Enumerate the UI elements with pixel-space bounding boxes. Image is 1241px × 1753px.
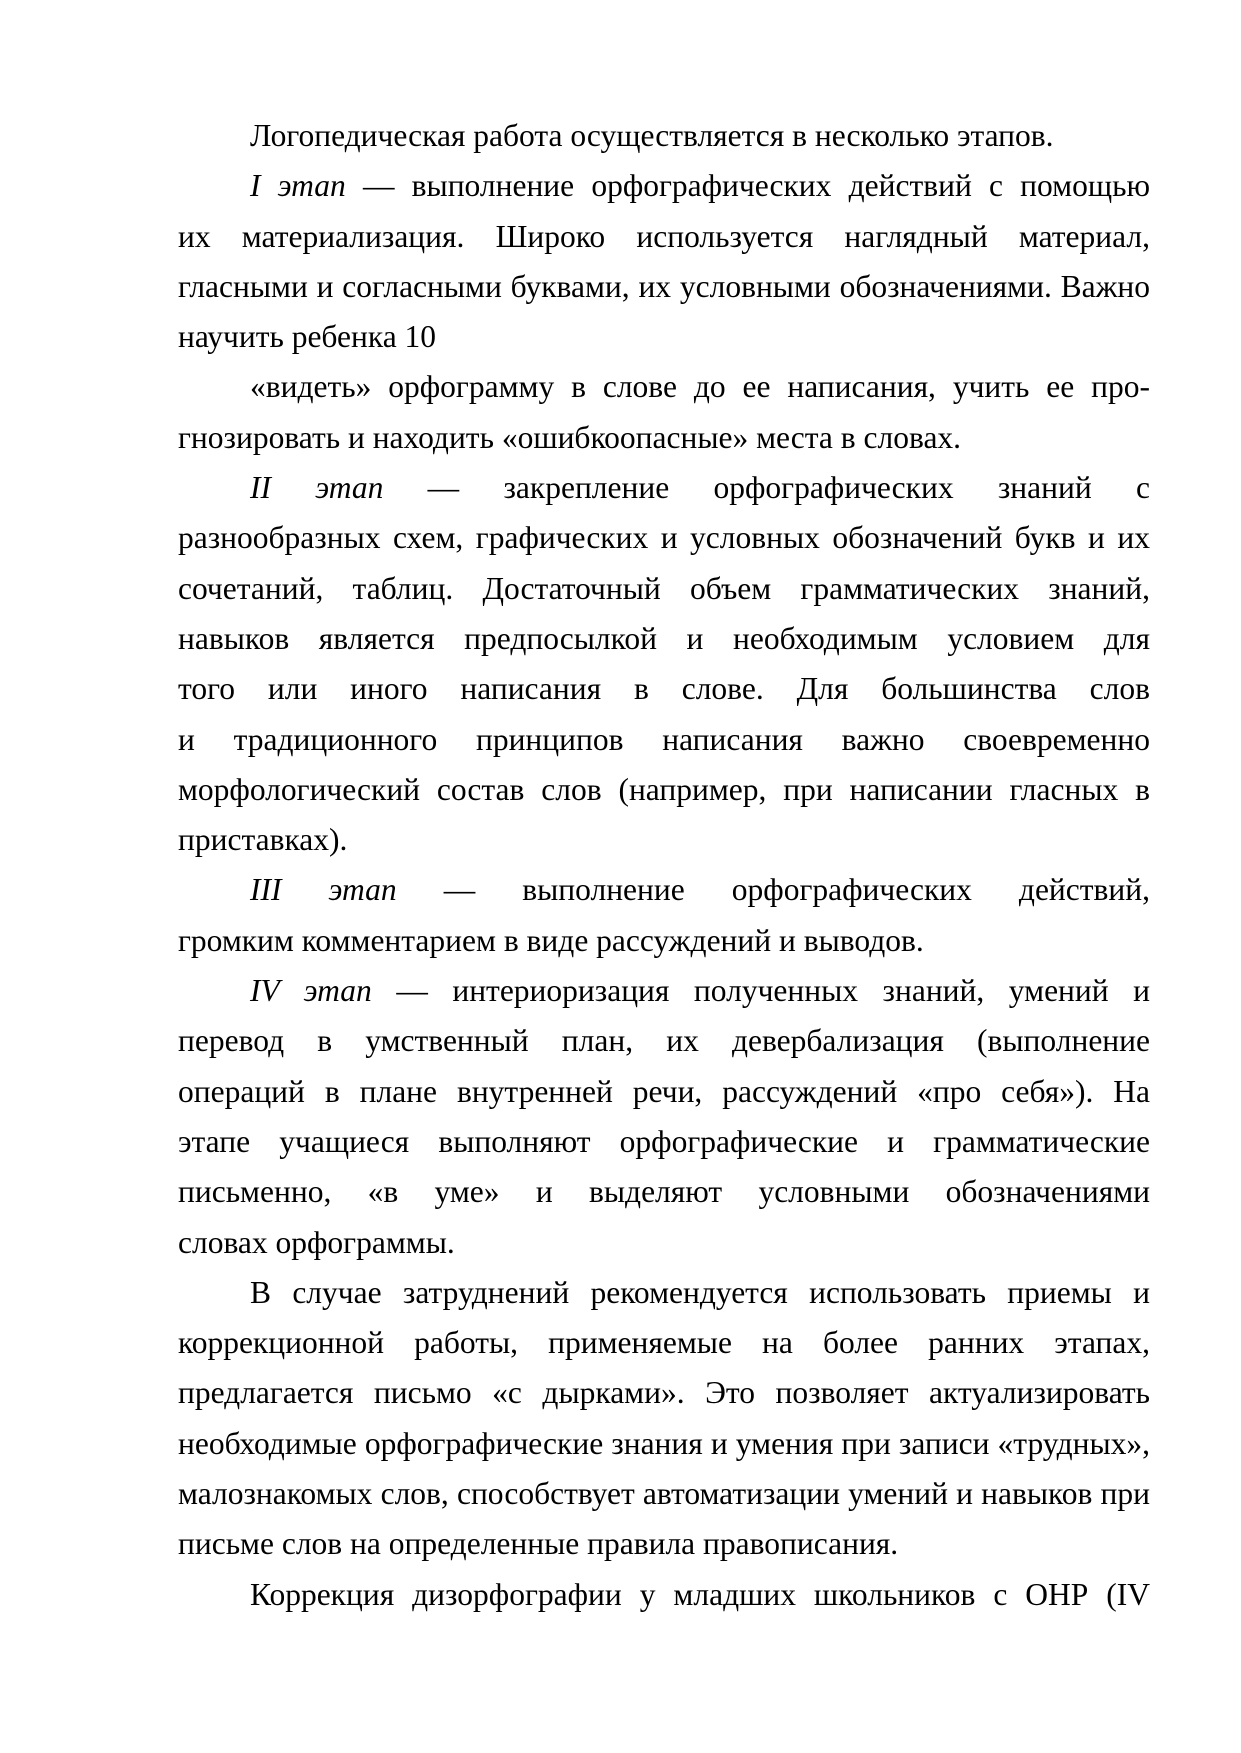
text-line: [178, 212, 1150, 262]
text-line: [178, 815, 1150, 865]
text-segment: «видеть» орфограмму в слове до ее написания, учить ее про-: [250, 369, 1150, 405]
text-line: [178, 463, 1150, 513]
text-line: [178, 262, 1150, 312]
text-line: [178, 1218, 1150, 1268]
stage-label-italic: I этап: [250, 168, 346, 204]
text-line: [178, 564, 1150, 614]
text-line: [178, 1117, 1150, 1167]
paragraph: [178, 111, 1150, 161]
text-line: [178, 312, 1150, 362]
text-line: [178, 614, 1150, 664]
text-segment: — интериоризация полученных знаний, умений и: [396, 973, 1150, 1009]
text-segment: малознакомых слов, способствует автоматизации умений и навыков при: [178, 1476, 1150, 1512]
text-segment: научить ребенка 10: [178, 319, 437, 355]
text-segment: морфологический состав слов (например, при написании гласных в: [178, 771, 1150, 807]
stage-label-italic: II этап: [250, 470, 384, 506]
paragraph: [178, 1268, 1150, 1570]
text-segment: письме слов на определенные правила правописания.: [178, 1526, 899, 1562]
text-segment: того или иного написания в слове. Для большинства слов: [178, 671, 1150, 707]
paragraph: [178, 966, 1150, 1268]
text-segment: предлагается письмо «с дырками». Это позволяет актуализировать: [178, 1375, 1150, 1411]
text-segment: громким комментарием в виде рассуждений и выводов.: [178, 922, 924, 958]
text-segment: разнообразных схем, графических и условных обозначений букв и их: [178, 520, 1150, 556]
text-line: [178, 161, 1150, 211]
text-segment: необходимые орфографические знания и умения при записи «трудных»,: [178, 1425, 1150, 1461]
text-segment: и традиционного принципов написания важно своевременно: [178, 721, 1150, 757]
paragraph: [178, 362, 1150, 463]
paragraph: [178, 865, 1150, 966]
text-segment: сочетаний, таблиц. Достаточный объем грамматических знаний,: [178, 570, 1150, 606]
text-segment: письменно, «в уме» и выделяют условными обозначениями: [178, 1174, 1150, 1210]
text-line: [178, 1167, 1150, 1217]
text-line: [178, 916, 1150, 966]
text-segment: этапе учащиеся выполняют орфографические и грамматические: [178, 1123, 1150, 1159]
text-line: [178, 362, 1150, 412]
text-line: [178, 1519, 1150, 1569]
text-line: [178, 413, 1150, 463]
text-line: [178, 1268, 1150, 1318]
text-line: [178, 1067, 1150, 1117]
text-segment: словах орфограммы.: [178, 1224, 455, 1260]
text-segment: В случае затруднений рекомендуется использовать приемы и: [250, 1274, 1150, 1310]
text-segment: Логопедическая работа осуществляется в несколько этапов.: [250, 118, 1054, 153]
text-segment: их материализация. Широко используется наглядный материал,: [178, 218, 1150, 254]
text-segment: перевод в умственный план, их девербализация (выполнение: [178, 1023, 1150, 1059]
text-line: [178, 765, 1150, 815]
document-text: [178, 111, 1150, 1620]
text-line: [178, 513, 1150, 563]
text-line: [178, 715, 1150, 765]
paragraph: [178, 463, 1150, 865]
text-segment: приставках).: [178, 822, 348, 858]
text-segment: операций в плане внутренней речи, рассуждений «про себя»). На: [178, 1073, 1150, 1109]
text-segment: коррекционной работы, применяемые на более ранних этапах,: [178, 1325, 1150, 1361]
text-segment: навыков является предпосылкой и необходимым условием для: [178, 620, 1150, 656]
text-line: [178, 966, 1150, 1016]
text-line: [178, 1469, 1150, 1519]
text-line: [178, 1318, 1150, 1368]
text-segment: гласными и согласными буквами, их условными обозначениями. Важно: [178, 268, 1150, 304]
stage-label-italic: IV этап: [250, 973, 372, 1009]
text-line: [178, 1368, 1150, 1418]
stage-label-italic: III этап: [250, 872, 397, 908]
text-segment: Коррекция дизорфографии у младших школьников с ОНР (IV: [250, 1576, 1150, 1612]
text-line: [178, 1419, 1150, 1469]
text-line: [178, 865, 1150, 915]
text-segment: гнозировать и находить «ошибкоопасные» места в словах.: [178, 419, 962, 455]
text-line: [178, 111, 1150, 161]
paragraph: [178, 1570, 1150, 1620]
text-segment: — закрепление орфографических знаний с: [427, 470, 1150, 506]
text-line: [178, 664, 1150, 714]
text-segment: — выполнение орфографических действий,: [443, 872, 1150, 908]
text-line: [178, 1570, 1150, 1620]
paragraph: [178, 161, 1150, 362]
text-segment: — выполнение орфографических действий с помощью: [362, 168, 1150, 204]
text-line: [178, 1016, 1150, 1066]
